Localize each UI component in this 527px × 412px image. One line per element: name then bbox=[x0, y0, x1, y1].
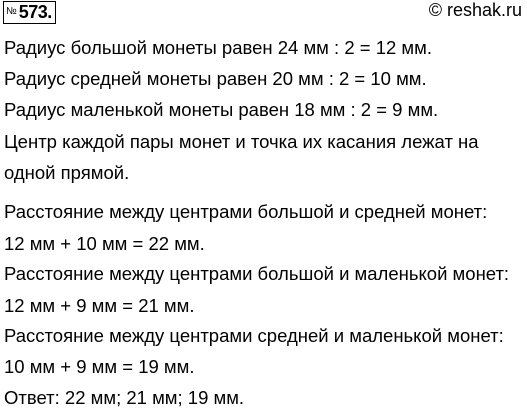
text-line-dist-large-small: Расстояние между центрами большой и маленькой монет: bbox=[4, 263, 510, 284]
text-line-radius-medium: Радиус средней монеты равен 20 мм : 2 = 10 мм. bbox=[4, 68, 427, 89]
text-line-dist-large-medium: Расстояние между центрами большой и средней монет: bbox=[4, 201, 488, 222]
text-line-calc-large-medium: 12 мм + 10 мм = 22 мм. bbox=[4, 233, 205, 254]
number-sign: № bbox=[6, 6, 17, 17]
text-line-dist-medium-small: Расстояние между центрами средней и маленькой монет: bbox=[4, 325, 504, 346]
text-line-calc-large-small: 12 мм + 9 мм = 21 мм. bbox=[4, 295, 195, 316]
text-line-centers-1: Центр каждой пары монет и точка их касания лежат на bbox=[4, 131, 479, 152]
watermark: © reshak.ru bbox=[428, 0, 522, 20]
text-line-centers-2: одной прямой. bbox=[4, 162, 130, 183]
problem-number-box bbox=[3, 1, 56, 24]
text-line-radius-small: Радиус маленькой монеты равен 18 мм : 2 = 9 мм. bbox=[4, 99, 439, 120]
text-line-answer: Ответ: 22 мм; 21 мм; 19 мм. bbox=[4, 387, 245, 408]
problem-number: 573. bbox=[18, 2, 52, 22]
text-line-radius-large: Радиус большой монеты равен 24 мм : 2 = 12 мм. bbox=[4, 37, 432, 58]
text-line-calc-medium-small: 10 мм + 9 мм = 19 мм. bbox=[4, 356, 195, 377]
